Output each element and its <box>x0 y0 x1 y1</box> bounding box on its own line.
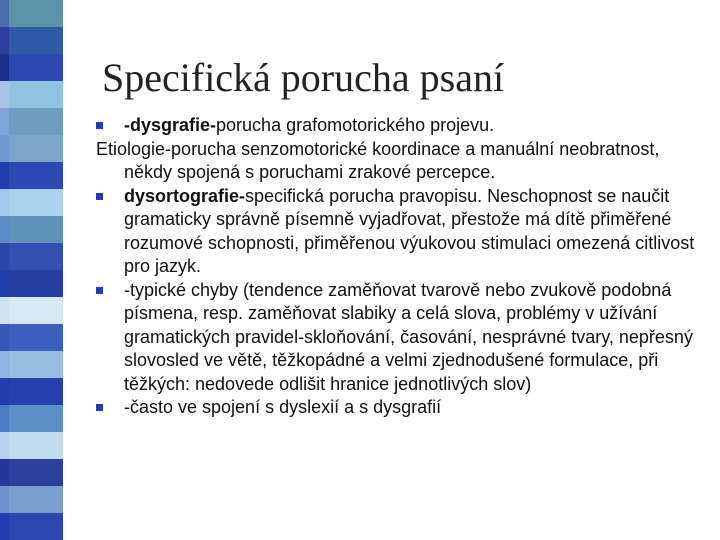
stripe-left-column <box>0 0 9 540</box>
paragraph-typicke-chyby <box>96 279 696 397</box>
stripe-cell <box>9 270 63 297</box>
stripe-cell <box>9 324 63 351</box>
stripe-cell <box>0 405 9 432</box>
paragraph-text: -typické chyby (tendence zaměňovat tvarově nebo zvukově podobná písmena, resp. zaměňovat slabiky a celá slova, problémy v užívání gramatických pravidel-skloňování, časování, nesprávné tvary, nepřesný slovosled ve větě, těžkopádné a velmi zjednodušené formulace, při těžkých: nedovede odlišit hranice jednotlivých slov) <box>124 279 693 394</box>
stripe-cell <box>0 216 9 243</box>
stripe-cell <box>0 459 9 486</box>
paragraph-text: porucha grafomotorického projevu. <box>216 115 495 135</box>
bullet-square-icon <box>96 122 103 129</box>
decorative-color-stripe <box>0 0 63 540</box>
stripe-cell <box>0 486 9 513</box>
stripe-cell <box>0 108 9 135</box>
stripe-cell <box>0 324 9 351</box>
stripe-cell <box>9 513 63 540</box>
stripe-cell <box>0 162 9 189</box>
stripe-cell <box>9 108 63 135</box>
paragraph-spojeni <box>96 396 696 420</box>
bullet-square-icon <box>96 404 103 411</box>
bullet-square-icon <box>96 193 103 200</box>
stripe-cell <box>9 162 63 189</box>
stripe-cell <box>0 0 9 27</box>
stripe-cell <box>0 432 9 459</box>
paragraph-text: -často ve spojení s dyslexií a s dysgrafií <box>124 397 442 417</box>
stripe-cell <box>9 54 63 81</box>
paragraph-text: specifická porucha pravopisu. Neschopnost se naučit gramaticky správně písemně vyjadřovat, přestože má dítě přiměřené rozumové schopnosti, přiměřenou výukovou stimulaci omezená citlivost pro jazyk. <box>124 185 695 276</box>
stripe-cell <box>9 189 63 216</box>
stripe-cell <box>0 27 9 54</box>
stripe-cell <box>0 297 9 324</box>
paragraph-text: Etiologie-porucha senzomotorické koordinace a manuální neobratnost, někdy spojená s poruchami zrakové percepce. <box>96 138 660 182</box>
stripe-cell <box>0 351 9 378</box>
stripe-cell <box>0 54 9 81</box>
bullet-square-icon <box>96 287 103 294</box>
term-dysgrafie: -dysgrafie- <box>124 115 217 135</box>
slide-body <box>96 114 696 420</box>
paragraph-dysgrafie <box>96 114 696 138</box>
stripe-cell <box>9 243 63 270</box>
stripe-cell <box>9 405 63 432</box>
stripe-cell <box>0 243 9 270</box>
stripe-cell <box>9 459 63 486</box>
stripe-cell <box>0 378 9 405</box>
paragraph-dysortografie <box>96 185 696 279</box>
stripe-cell <box>9 135 63 162</box>
paragraph-etiologie <box>96 138 696 185</box>
stripe-cell <box>9 216 63 243</box>
stripe-cell <box>9 378 63 405</box>
stripe-cell <box>9 0 63 27</box>
stripe-cell <box>0 513 9 540</box>
stripe-cell <box>9 351 63 378</box>
stripe-cell <box>9 81 63 108</box>
stripe-cell <box>0 270 9 297</box>
stripe-cell <box>9 27 63 54</box>
stripe-cell <box>0 81 9 108</box>
stripe-right-column <box>9 0 63 540</box>
stripe-cell <box>0 135 9 162</box>
slide-title: Specifická porucha psaní <box>102 55 505 100</box>
stripe-cell <box>9 297 63 324</box>
stripe-cell <box>9 432 63 459</box>
stripe-cell <box>0 189 9 216</box>
term-dysortografie: dysortografie- <box>124 185 246 206</box>
stripe-cell <box>9 486 63 513</box>
